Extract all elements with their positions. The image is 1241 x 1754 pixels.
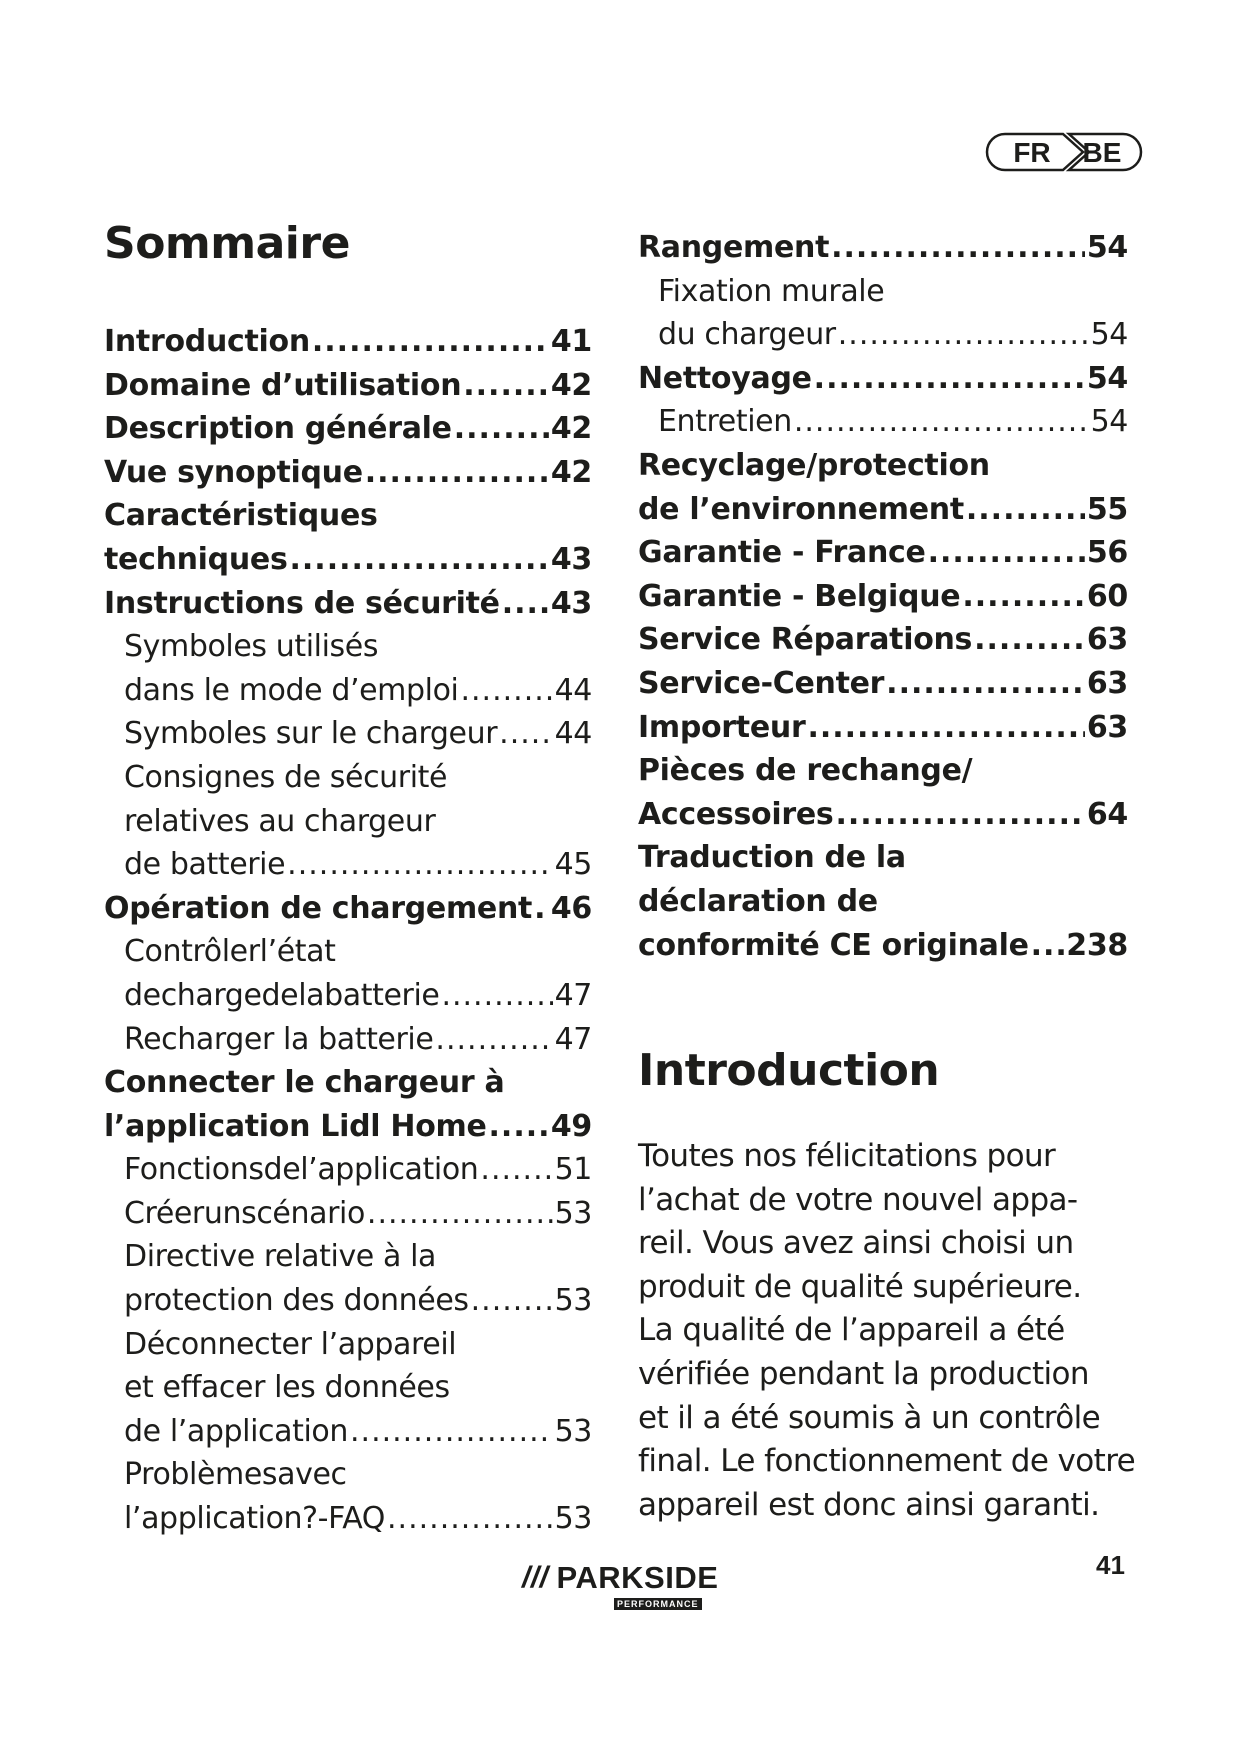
- toc-entry-line: [124, 974, 592, 1018]
- toc-entry-text: l’application Lidl Home: [104, 1108, 487, 1144]
- toc-entry-text: de l’application: [124, 1413, 348, 1449]
- toc-entry[interactable]: [638, 749, 1128, 836]
- toc-page-number: 44: [554, 716, 592, 752]
- toc-page-number: 47: [554, 977, 592, 1013]
- toc-entry-text: Accessoires: [638, 796, 834, 832]
- toc-page-number: 64: [1086, 796, 1128, 832]
- toc-entry-line: [658, 270, 1128, 314]
- toc-entry[interactable]: [104, 494, 592, 581]
- toc-page-number: 43: [550, 541, 592, 577]
- toc-entry-text: conformité CE originale: [638, 927, 1029, 963]
- toc-entry-line: [124, 1410, 592, 1454]
- toc-entry-text: Recyclage/protection: [638, 447, 990, 483]
- introduction-line: La qualité de l’appareil a été: [638, 1312, 1065, 1349]
- toc-entry[interactable]: [104, 756, 592, 887]
- toc-entry[interactable]: [638, 444, 1128, 531]
- toc-dot-leader: [499, 712, 552, 756]
- toc-entry[interactable]: [104, 1148, 592, 1192]
- toc-entry[interactable]: [638, 662, 1128, 706]
- toc-page-number: 44: [554, 672, 592, 708]
- toc-page-number: 42: [550, 454, 592, 490]
- toc-entry-text: Symboles utilisés: [124, 629, 379, 665]
- toc-entry-text: Pièces de rechange/: [638, 753, 973, 789]
- toc-dot-leader: [534, 887, 549, 931]
- introduction-line: final. Le fonctionnement de votre: [638, 1443, 1136, 1480]
- toc-entry-text: Contrôlerl’état: [124, 934, 336, 970]
- toc-entry-text: Domaine d’utilisation: [104, 367, 462, 403]
- toc-dot-leader: [974, 618, 1085, 662]
- toc-entry[interactable]: [638, 575, 1128, 619]
- toc-entry[interactable]: [104, 1018, 592, 1062]
- toc-entry[interactable]: [638, 226, 1128, 270]
- toc-dot-leader: [962, 575, 1085, 619]
- toc-entry-line: [638, 749, 1128, 793]
- toc-entry-line: [638, 924, 1128, 968]
- toc-entry-text: Importeur: [638, 709, 806, 745]
- toc-entry-text: Directive relative à la: [124, 1239, 437, 1275]
- toc-dot-leader: [290, 538, 549, 582]
- toc-page-number: 63: [1086, 665, 1128, 701]
- toc-entry-text: Recharger la batterie: [124, 1021, 434, 1057]
- toc-entry-text: relatives au chargeur: [124, 803, 436, 839]
- toc-entry[interactable]: [104, 1192, 592, 1236]
- toc-entry-text: Déconnecter l’appareil: [124, 1326, 457, 1362]
- toc-dot-leader: [838, 313, 1089, 357]
- toc-entry-line: [638, 662, 1128, 706]
- toc-entry-text: Fonctionsdel’application: [124, 1152, 479, 1188]
- toc-entry-line: [658, 313, 1128, 357]
- toc-entry-line: [638, 706, 1128, 750]
- toc-dot-leader: [471, 1279, 553, 1323]
- toc-entry[interactable]: [638, 400, 1128, 444]
- toc-dot-leader: [387, 1497, 553, 1541]
- toc-entry-text: de batterie: [124, 847, 286, 883]
- toc-page-number: 55: [1086, 491, 1128, 527]
- toc-entry-line: [638, 836, 1128, 880]
- toc-entry-line: [124, 625, 592, 669]
- logo-slashes: ///: [522, 1561, 549, 1594]
- toc-entry-line: [124, 930, 592, 974]
- toc-page-number: 63: [1086, 622, 1128, 658]
- toc-page-number: 53: [554, 1195, 592, 1231]
- toc-entry-text: Vue synoptique: [104, 454, 363, 490]
- toc-entry-text: Fixation murale: [658, 273, 885, 309]
- toc-dot-leader: [835, 793, 1084, 837]
- toc-entry[interactable]: [638, 836, 1128, 967]
- toc-dot-leader: [441, 974, 552, 1018]
- toc-dot-leader: [350, 1410, 553, 1454]
- toc-page-number: 46: [550, 890, 592, 926]
- toc-entry-line: [104, 582, 592, 626]
- toc-entry-line: [104, 887, 592, 931]
- toc-entry[interactable]: [104, 1453, 592, 1540]
- language-code-be: BE: [1082, 137, 1122, 168]
- toc-page-number: 49: [550, 1108, 592, 1144]
- toc-entry[interactable]: [104, 451, 592, 495]
- toc-entry-text: Garantie - France: [638, 535, 926, 571]
- toc-entry-text: Garantie - Belgique: [638, 578, 961, 614]
- introduction-line: reil. Vous avez ainsi choisi un: [638, 1225, 1074, 1262]
- toc-entry-line: [638, 531, 1128, 575]
- toc-dot-leader: [367, 1192, 553, 1236]
- toc-entry-line: [124, 1453, 592, 1497]
- toc-dot-leader: [460, 669, 552, 713]
- toc-page-number: 60: [1086, 578, 1128, 614]
- toc-entry-line: [104, 364, 592, 408]
- toc-dot-leader: [489, 1105, 549, 1149]
- toc-title: Sommaire: [104, 218, 350, 269]
- toc-entry[interactable]: [104, 1061, 592, 1148]
- language-badge-shape: [985, 132, 1145, 172]
- toc-left-list: [104, 320, 592, 1541]
- left-column: [104, 218, 592, 1541]
- toc-right-list: [638, 226, 1128, 967]
- language-code-fr: FR: [1013, 137, 1051, 168]
- toc-entry[interactable]: [104, 582, 592, 626]
- toc-entry-line: [124, 1018, 592, 1062]
- toc-entry-line: [638, 575, 1128, 619]
- toc-page-number: 56: [1086, 535, 1128, 571]
- toc-entry-line: [124, 712, 592, 756]
- toc-entry[interactable]: [104, 364, 592, 408]
- toc-entry[interactable]: [104, 407, 592, 451]
- toc-entry-text: techniques: [104, 541, 288, 577]
- toc-dot-leader: [365, 451, 549, 495]
- toc-entry-line: [124, 1366, 592, 1410]
- toc-entry-text: Caractéristiques: [104, 498, 378, 534]
- toc-entry[interactable]: [638, 706, 1128, 750]
- toc-dot-leader: [1031, 924, 1065, 968]
- toc-entry-line: [104, 1061, 592, 1105]
- toc-dot-leader: [287, 843, 552, 887]
- toc-entry-text: de l’environnement: [638, 491, 964, 527]
- toc-entry-text: Introduction: [104, 324, 310, 359]
- toc-entry[interactable]: [104, 320, 592, 364]
- introduction-line: Toutes nos félicitations pour: [638, 1138, 1056, 1175]
- toc-entry-text: Symboles sur le chargeur: [124, 716, 498, 752]
- toc-entry-line: [104, 451, 592, 495]
- toc-entry-line: [124, 800, 592, 844]
- toc-dot-leader: [886, 662, 1085, 706]
- toc-entry-line: [638, 793, 1128, 837]
- toc-page-number: 63: [1086, 709, 1128, 745]
- toc-entry-text: Description générale: [104, 411, 452, 447]
- toc-entry-line: [124, 1192, 592, 1236]
- toc-entry-line: [104, 320, 592, 364]
- introduction-line: appareil est donc ainsi garanti.: [638, 1486, 1100, 1523]
- toc-page-number: 53: [554, 1413, 592, 1449]
- toc-entry[interactable]: [104, 1323, 592, 1454]
- toc-entry-line: [124, 1497, 592, 1541]
- toc-entry-text: Rangement: [638, 230, 830, 265]
- toc-entry-line: [638, 488, 1128, 532]
- toc-page-number: 54: [1090, 317, 1128, 353]
- toc-dot-leader: [463, 364, 549, 408]
- toc-entry-text: Instructions de sécurité: [104, 585, 500, 621]
- toc-page-number: 42: [550, 411, 592, 447]
- toc-page-number: 42: [550, 367, 592, 403]
- introduction-title: Introduction: [638, 1045, 940, 1097]
- toc-entry-line: [124, 756, 592, 800]
- toc-entry-line: [638, 880, 1128, 924]
- toc-dot-leader: [502, 582, 549, 626]
- introduction-line: vérifiée pendant la production: [638, 1356, 1089, 1393]
- toc-page-number: 51: [554, 1152, 592, 1188]
- toc-entry-text: Traduction de la: [638, 840, 906, 876]
- toc-entry-text: du chargeur: [658, 317, 836, 353]
- toc-page-number: 47: [554, 1021, 592, 1057]
- toc-page-number: 53: [554, 1283, 592, 1319]
- toc-entry-line: [658, 400, 1128, 444]
- toc-entry[interactable]: [104, 625, 592, 712]
- toc-entry[interactable]: [104, 1235, 592, 1322]
- introduction-line: l’achat de votre nouvel appa-: [638, 1181, 1078, 1218]
- toc-entry-text: Consignes de sécurité: [124, 759, 448, 795]
- toc-entry-text: protection des données: [124, 1283, 469, 1319]
- introduction-text: [638, 1135, 1136, 1527]
- toc-entry-line: [638, 618, 1128, 662]
- logo-text: PARKSIDE: [556, 1560, 719, 1595]
- toc-entry-text: Service Réparations: [638, 622, 973, 658]
- toc-entry-line: [638, 226, 1128, 270]
- toc-entry-line: [124, 669, 592, 713]
- toc-dot-leader: [794, 400, 1089, 444]
- toc-entry-text: Créerunscénario: [124, 1195, 365, 1231]
- toc-page-number: 53: [554, 1501, 592, 1537]
- toc-entry[interactable]: [104, 712, 592, 756]
- toc-dot-leader: [454, 407, 549, 451]
- toc-entry[interactable]: [104, 930, 592, 1017]
- toc-entry-line: [124, 1279, 592, 1323]
- introduction-line: et il a été soumis à un contrôle: [638, 1399, 1101, 1436]
- toc-page-number: 45: [554, 847, 592, 883]
- toc-dot-leader: [966, 488, 1085, 532]
- toc-entry-text: Entretien: [658, 404, 792, 440]
- toc-entry-line: [124, 843, 592, 887]
- toc-dot-leader: [831, 226, 1085, 270]
- toc-entry-line: [104, 1105, 592, 1149]
- toc-entry-line: [104, 407, 592, 451]
- toc-entry-text: l’application?-FAQ: [124, 1501, 386, 1537]
- toc-entry[interactable]: [638, 357, 1128, 401]
- toc-entry-line: [638, 444, 1128, 488]
- toc-entry-line: [124, 1323, 592, 1367]
- right-column: [638, 218, 1136, 1527]
- toc-entry-line: [124, 1148, 592, 1192]
- toc-dot-leader: [435, 1018, 552, 1062]
- toc-page-number: 54: [1090, 404, 1128, 440]
- toc-page-number: 54: [1086, 360, 1128, 396]
- toc-page-number: 43: [550, 585, 592, 621]
- toc-dot-leader: [312, 320, 549, 364]
- parkside-logo: [522, 1560, 718, 1610]
- toc-entry[interactable]: [104, 887, 592, 931]
- toc-entry-text: Opération de chargement: [104, 890, 533, 926]
- toc-dot-leader: [928, 531, 1085, 575]
- language-badge: [985, 132, 1145, 172]
- logo-subtext: PERFORMANCE: [614, 1598, 702, 1610]
- toc-dot-leader: [480, 1148, 552, 1192]
- toc-entry-text: Problèmesavec: [124, 1457, 347, 1493]
- toc-page-number: 54: [1086, 230, 1128, 265]
- toc-page-number: 238: [1066, 927, 1128, 963]
- toc-entry-text: dechargedelabatterie: [124, 977, 440, 1013]
- toc-entry-text: déclaration de: [638, 883, 878, 919]
- toc-entry[interactable]: [638, 531, 1128, 575]
- page-number: 41: [1096, 1550, 1125, 1580]
- toc-dot-leader: [807, 706, 1084, 750]
- toc-entry-text: et effacer les données: [124, 1370, 450, 1406]
- toc-entry-text: dans le mode d’emploi: [124, 672, 459, 708]
- toc-entry[interactable]: [638, 270, 1128, 357]
- introduction-line: produit de qualité supérieure.: [638, 1268, 1082, 1305]
- toc-page-number: 41: [550, 324, 592, 359]
- toc-entry-line: [104, 494, 592, 538]
- toc-entry-line: [104, 538, 592, 582]
- toc-entry-text: Service-Center: [638, 665, 885, 701]
- toc-dot-leader: [814, 357, 1085, 401]
- toc-entry[interactable]: [638, 618, 1128, 662]
- toc-entry-line: [124, 1235, 592, 1279]
- toc-entry-line: [638, 357, 1128, 401]
- toc-entry-text: Nettoyage: [638, 360, 812, 396]
- toc-entry-text: Connecter le chargeur à: [104, 1065, 505, 1101]
